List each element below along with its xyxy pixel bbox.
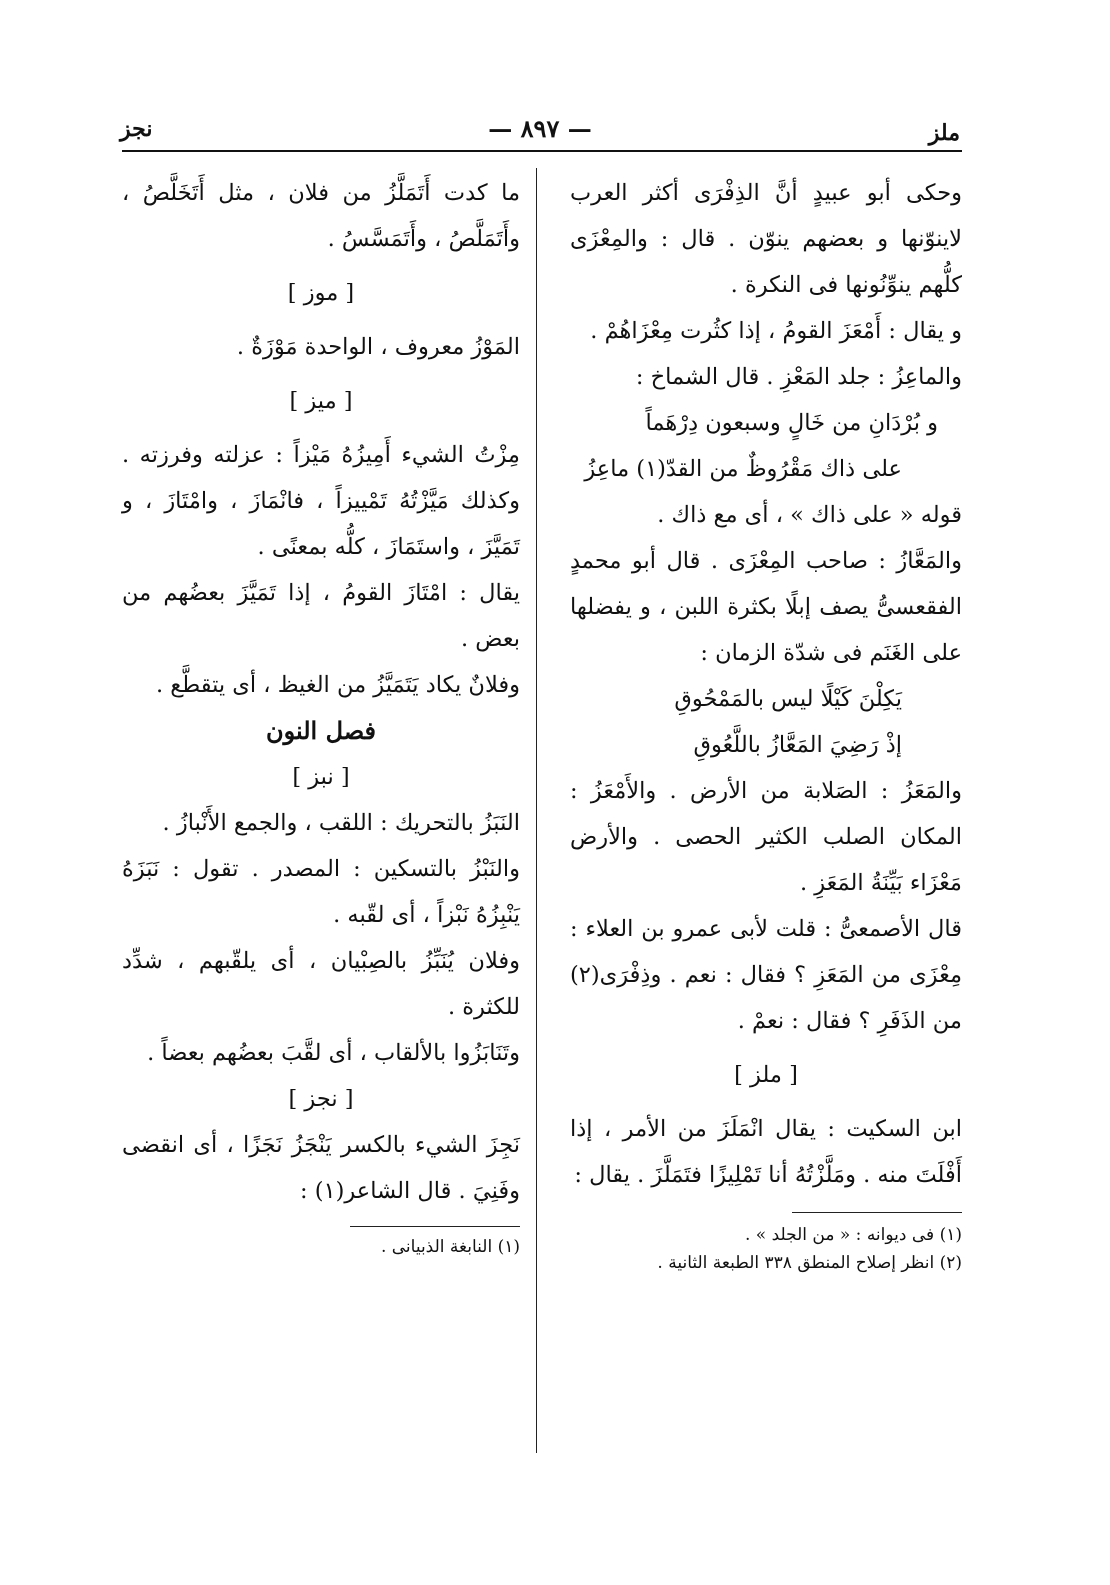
verse-line: إذْ رَضِيَ المَعَّازُ باللَّعُوقِ bbox=[693, 732, 902, 758]
footnote: (٢) انظر إصلاح المنطق ٣٣٨ الطبعة الثانية . bbox=[657, 1253, 962, 1273]
paragraph: والماعِزُ : جلد المَعْزِ . قال الشماخ : bbox=[635, 364, 962, 390]
paragraph: وفلانٌ يكاد يَتَمَيَّزُ من الغيظ ، أى يتقطَّع . bbox=[155, 672, 520, 698]
header-root-word-right: ملز bbox=[928, 120, 960, 146]
page-number: — ٨٩٧ — bbox=[488, 114, 592, 143]
paragraph: وتَنَابَزُوا بالألقاب ، أى لقَّبَ بعضُهم بعضاً . bbox=[147, 1040, 520, 1066]
paragraph: ما كدت أَتَمَلَّزُ من فلان ، مثل أَتَخَلَّصُ ، وأَتَمَلَّصُ ، وأَتَمَسَّسُ . bbox=[122, 180, 520, 252]
entry-heading-mayz: [ ميز ] bbox=[289, 388, 353, 414]
entry-heading-malaz: [ ملز ] bbox=[734, 1062, 798, 1088]
paragraph: النَبَزُ بالتحريك : اللقب ، والجمع الأَنْبازُ . bbox=[162, 810, 520, 836]
paragraph: قال الأصمعىُّ : قلت لأبى عمرو بن العلاء : مِعْزَى من المَعَزِ ؟ فقال : نعم . وذِفْرَى(٢) من الذَفَرِ ؟ فقال : نعمْ . bbox=[570, 916, 962, 1034]
entry-heading-najaz: [ نجز ] bbox=[288, 1086, 354, 1112]
left-column bbox=[122, 170, 520, 1261]
verse-line: يَكِلْنَ كَيْلًا ليس بالمَمْحُوقِ bbox=[674, 686, 902, 712]
column-divider bbox=[536, 168, 537, 1453]
header-rule bbox=[122, 150, 962, 152]
paragraph: مِزْتُ الشيء أَمِيزُهُ مَيْزاً : عزلته وفرزته . وكذلك مَيَّزْتُهُ تَمْييزاً ، فانْمَازَ ، وامْتَازَ ، و تَمَيَّزَ ، واستَمَازَ ، كلُّه بمعنًى . bbox=[122, 442, 520, 560]
entry-heading-nabaz: [ نبز ] bbox=[292, 764, 350, 790]
paragraph: المَوْزُ معروف ، الواحدة مَوْزَةٌ . bbox=[236, 334, 520, 360]
page-header bbox=[120, 112, 960, 152]
paragraph: ابن السكيت : يقال انْمَلَزَ من الأمر ، إذا أَفْلَتَ منه . ومَلَّزْتُهُ أنا تَمْلِيزًا فتَمَلَّزَ . يقال : bbox=[570, 1116, 962, 1188]
paragraph: والنَبْزُ بالتسكين : المصدر . تقول : نَبَزَهُ يَنْبِزُهُ نَبْزاً ، أى لقّبه . bbox=[122, 856, 520, 928]
paragraph: نَجِزَ الشيء بالكسر يَنْجَزُ نَجَزًا ، أى انقضى وفَنِيَ . قال الشاعر(١) : bbox=[122, 1132, 520, 1204]
paragraph: وفلان يُنَبِّزُ بالصِبْيان ، أى يلقّبهم ، شدِّد للكثرة . bbox=[122, 948, 520, 1020]
paragraph: والمَعَّازُ : صاحب المِعْزَى . قال أبو محمدٍ الفقعسىُّ يصف إبلًا بكثرة اللبن ، و يفضلها على الغَنَم فى شدّة الزمان : bbox=[570, 548, 962, 666]
paragraph: يقال : امْتَازَ القومُ ، إذا تَمَيَّزَ بعضُهم من بعض . bbox=[122, 580, 520, 652]
footnote: (١) النابغة الذبيانى . bbox=[380, 1237, 520, 1257]
entry-heading-mawz: [ موز ] bbox=[287, 280, 355, 306]
verse-line: و بُرْدَانِ من خَالٍ وسبعون دِرْهَماً bbox=[645, 410, 938, 436]
section-title: فصل النون bbox=[265, 716, 377, 745]
paragraph: وحكى أبو عبيدٍ أنَّ الذِفْرَى أكثر العرب لاينوّنها و بعضهم ينوّن . قال : والمِعْزَى كلُّهم ينوِّنُونها فى النكرة . bbox=[570, 180, 962, 298]
right-column bbox=[570, 170, 962, 1277]
footnote-rule bbox=[350, 1226, 520, 1227]
footnote-rule bbox=[792, 1212, 962, 1213]
paragraph: والمَعَزُ : الصَلابة من الأرض . والأَمْعَزُ : المكان الصلب الكثير الحصى . والأرض مَعْزَاء بَيِّنَةُ المَعَزِ . bbox=[570, 778, 962, 896]
paragraph: قوله « على ذاك » ، أى مع ذاك . bbox=[657, 502, 962, 528]
paragraph: و يقال : أَمْعَزَ القومُ ، إذا كثُرت مِعْزَاهُمْ . bbox=[590, 318, 962, 344]
header-root-word-left: نجز bbox=[120, 116, 153, 142]
verse-line: على ذاك مَقْرُوظٌ من القدّ(١) ماعِزُ bbox=[584, 456, 902, 482]
footnote: (١) فى ديوانه : « من الجلد » . bbox=[744, 1225, 962, 1245]
